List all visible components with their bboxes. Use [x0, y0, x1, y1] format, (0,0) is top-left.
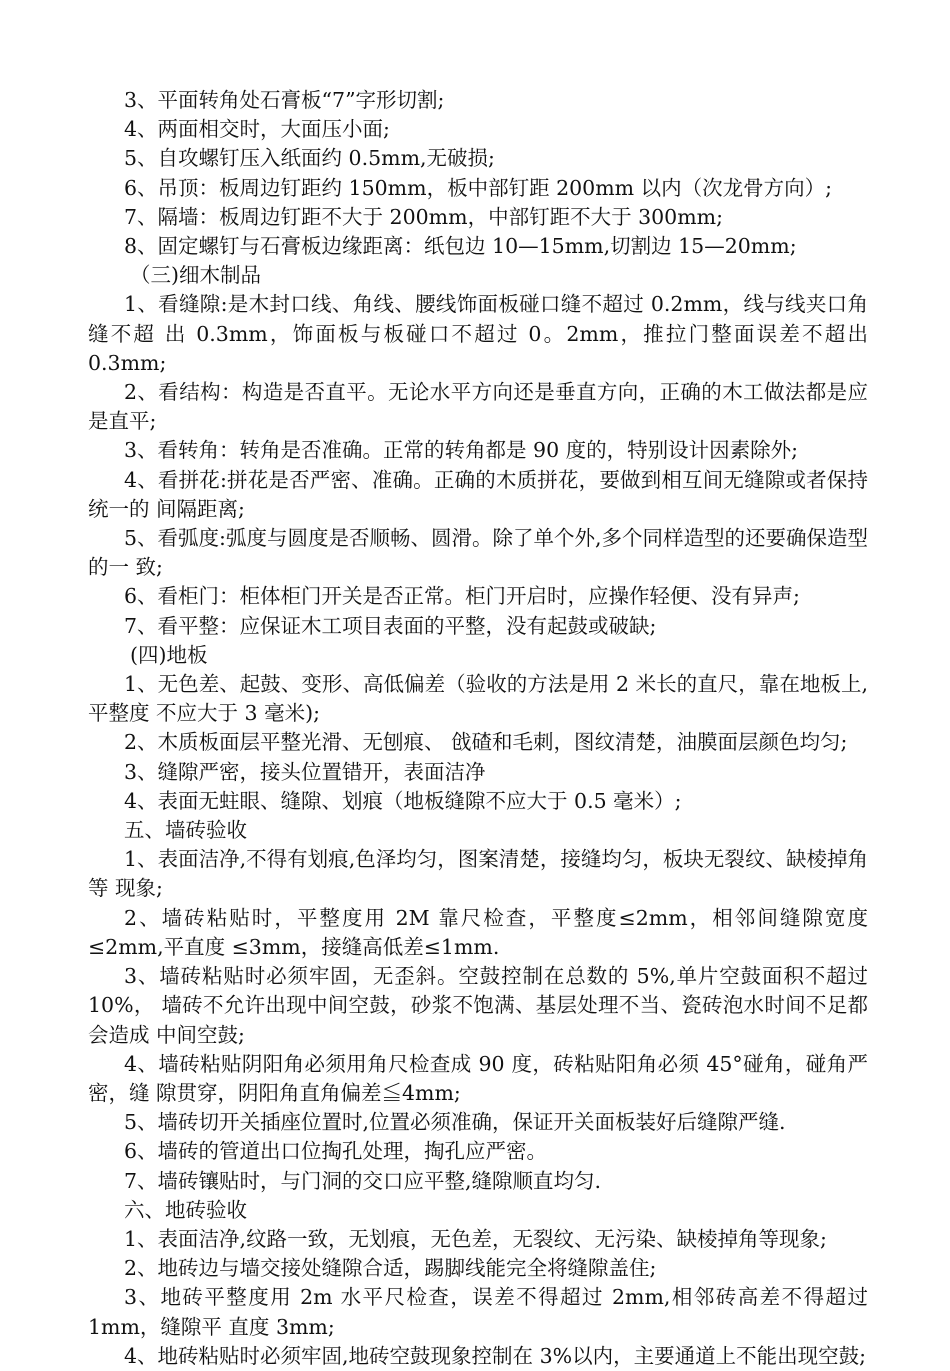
- list-item: 2、看结构：构造是否直平。无论水平方向还是垂直方向，正确的木工做法都是应是直平;: [88, 380, 868, 434]
- list-item: 4、两面相交时，大面压小面;: [124, 117, 390, 142]
- list-item: 3、看转角：转角是否准确。正常的转角都是 90 度的，特别设计因素除外;: [124, 438, 799, 463]
- list-item: 3、缝隙严密，接头位置错开，表面洁净: [124, 759, 486, 784]
- list-item: 4、看拼花:拼花是否严密、准确。正确的木质拼花，要做到相互间无缝隙或者保持统一的 间隔距离;: [88, 467, 868, 521]
- list-item: 6、墙砖的管道出口位掏孔处理，掏孔应严密。: [124, 1139, 548, 1164]
- list-item: 8、固定螺钉与石膏板边缘距离：纸包边 10—15mm,切割边 15—20mm;: [124, 234, 797, 259]
- list-item: 3、墙砖粘贴时必须牢固，无歪斜。空鼓控制在总数的 5%,单片空鼓面积不超过 10%， 墙砖不允许出现中间空鼓，砂浆不饱满、基层处理不当、瓷砖泡水时间不足都会造成 中间空鼓;: [88, 964, 868, 1047]
- list-item: 4、墙砖粘贴阴阳角必须用角尺检查成 90 度，砖粘贴阳角必须 45°碰角，碰角严密，缝 隙贯穿，阴阳角直角偏差≦4mm;: [88, 1051, 868, 1105]
- list-item: 4、表面无蛀眼、缝隙、划痕（地板缝隙不应大于 0.5 毫米）;: [124, 788, 682, 813]
- list-item: 5、自攻螺钉压入纸面约 0.5mm,无破损;: [124, 146, 495, 171]
- list-item: 2、墙砖粘贴时，平整度用 2M 靠尺检查，平整度≤2mm，相邻间缝隙宽度≤2mm,平直度 ≤3mm，接缝高低差≤1mm.: [88, 905, 868, 959]
- list-item: 7、隔墙：板周边钉距不大于 200mm，中部钉距不大于 300mm;: [124, 204, 723, 229]
- document-body: [88, 86, 868, 1371]
- list-item: 7、墙砖镶贴时，与门洞的交口应平整,缝隙顺直均匀.: [124, 1168, 602, 1193]
- section-heading: 六、地砖验收: [124, 1197, 247, 1222]
- list-item: 2、木质板面层平整光滑、无刨痕、 戗碴和毛刺，图纹清楚，油膜面层颜色均匀;: [124, 730, 848, 755]
- list-item: 4、地砖粘贴时必须牢固,地砖空鼓现象控制在 3%以内，主要通道上不能出现空鼓;: [124, 1343, 867, 1368]
- list-item: 1、表面洁净,不得有划痕,色泽均匀，图案清楚，接缝均匀，板块无裂纹、缺棱掉角等 现象;: [88, 847, 868, 901]
- list-item: 6、吊顶：板周边钉距约 150mm，板中部钉距 200mm 以内（次龙骨方向）;: [124, 175, 833, 200]
- list-item: 2、地砖边与墙交接处缝隙合适，踢脚线能完全将缝隙盖住;: [124, 1256, 657, 1281]
- list-item: 5、墙砖切开关插座位置时,位置必须准确，保证开关面板装好后缝隙严缝.: [124, 1110, 786, 1135]
- list-item: 7、看平整：应保证木工项目表面的平整，没有起鼓或破缺;: [124, 613, 657, 638]
- list-item: 1、表面洁净,纹路一致，无划痕，无色差，无裂纹、无污染、缺棱掉角等现象;: [124, 1226, 827, 1251]
- list-item: 6、看柜门：柜体柜门开关是否正常。柜门开启时，应操作轻便、没有异声;: [124, 584, 800, 609]
- list-item: 5、看弧度:弧度与圆度是否顺畅、圆滑。除了单个外,多个同样造型的还要确保造型的一 致;: [88, 526, 868, 580]
- section-heading: (四)地板: [130, 642, 208, 667]
- list-item: 3、平面转角处石膏板“7”字形切割;: [124, 88, 445, 112]
- section-heading: （三)细木制品: [130, 263, 261, 288]
- list-item: 1、看缝隙:是木封口线、角线、腰线饰面板碰口缝不超过 0.2mm，线与线夹口角缝不超 出 0.3mm，饰面板与板碰口不超过 0。2mm，推拉门整面误差不超出 0.3mm;: [88, 292, 868, 375]
- list-item: 3、地砖平整度用 2m 水平尺检查，误差不得超过 2mm,相邻砖高差不得超过 1mm，缝隙平 直度 3mm;: [88, 1285, 868, 1339]
- list-item: 1、无色差、起鼓、变形、高低偏差（验收的方法是用 2 米长的直尺，靠在地板上,平整度 不应大于 3 毫米);: [88, 672, 868, 726]
- section-heading: 五、墙砖验收: [124, 818, 247, 843]
